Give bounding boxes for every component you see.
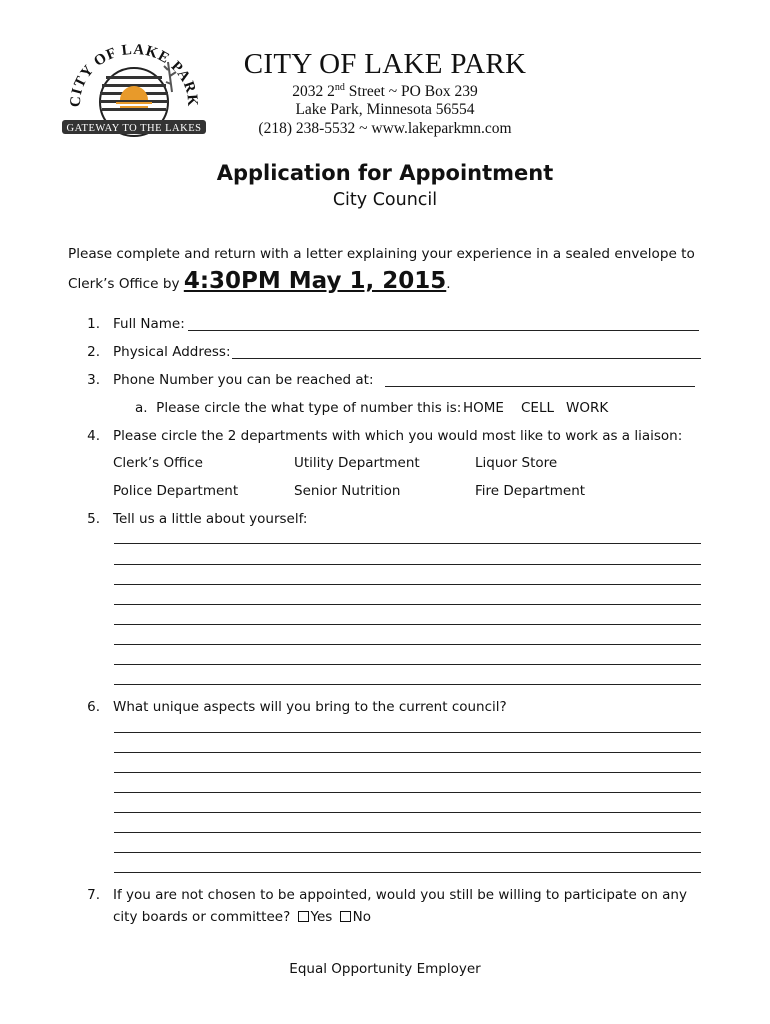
city-state-zip: Lake Park, Minnesota 56554 — [295, 101, 475, 118]
answer-line[interactable] — [114, 644, 701, 645]
dept-fire[interactable]: Fire Department — [475, 483, 586, 499]
dept-police[interactable]: Police Department — [113, 483, 239, 499]
dept-liquor-store[interactable]: Liquor Store — [475, 455, 558, 471]
answer-line[interactable] — [114, 772, 701, 773]
answer-line[interactable] — [114, 852, 701, 853]
intro-line-1: Please complete and return with a letter explaining your experience in a sealed envelope to — [68, 246, 695, 262]
phone-type-cell[interactable]: CELL — [521, 400, 554, 416]
form-title: Application for Appointment — [216, 161, 554, 185]
answer-line[interactable] — [114, 543, 701, 544]
svg-text:GATEWAY TO THE LAKES: GATEWAY TO THE LAKES — [66, 123, 202, 134]
question-phone-type: a. Please circle the what type of number this is: — [135, 400, 462, 416]
deadline: 4:30PM May 1, 2015 — [183, 268, 447, 294]
answer-line[interactable] — [114, 872, 701, 873]
answer-line[interactable] — [114, 832, 701, 833]
full-name-field[interactable] — [188, 330, 699, 331]
intro-line-2: Clerk’s Office by 4:30PM May 1, 2015. — [68, 268, 451, 294]
dept-senior-nutrition[interactable]: Senior Nutrition — [294, 483, 401, 499]
yes-label: Yes — [310, 909, 333, 925]
dept-utility[interactable]: Utility Department — [294, 455, 420, 471]
no-checkbox[interactable] — [340, 911, 351, 922]
phone-field[interactable] — [385, 386, 695, 387]
city-name: CITY OF LAKE PARK — [243, 48, 527, 80]
answer-line[interactable] — [114, 584, 701, 585]
phone-type-work[interactable]: WORK — [566, 400, 609, 416]
answer-line[interactable] — [114, 624, 701, 625]
svg-text:CITY OF LAKE PARK: CITY OF LAKE PARK — [67, 42, 201, 108]
answer-line[interactable] — [114, 812, 701, 813]
street-address: 2032 2nd Street ~ PO Box 239 — [292, 82, 478, 101]
city-logo — [60, 42, 208, 142]
answer-line[interactable] — [114, 664, 701, 665]
footer-eoe: Equal Opportunity Employer — [289, 961, 481, 977]
answer-line[interactable] — [114, 792, 701, 793]
answer-line[interactable] — [114, 604, 701, 605]
answer-line[interactable] — [114, 684, 701, 685]
answer-line[interactable] — [114, 564, 701, 565]
answer-line[interactable] — [114, 732, 701, 733]
no-label: No — [352, 909, 371, 925]
form-subtitle: City Council — [332, 190, 438, 210]
physical-address-field[interactable] — [232, 358, 701, 359]
phone-type-home[interactable]: HOME — [463, 400, 504, 416]
yes-checkbox[interactable] — [298, 911, 309, 922]
dept-clerks-office[interactable]: Clerk’s Office — [113, 455, 203, 471]
answer-line[interactable] — [114, 752, 701, 753]
contact-info: (218) 238-5532 ~ www.lakeparkmn.com — [258, 120, 512, 137]
question-boards-committee-line2: city boards or committee? Yes No — [113, 909, 371, 925]
